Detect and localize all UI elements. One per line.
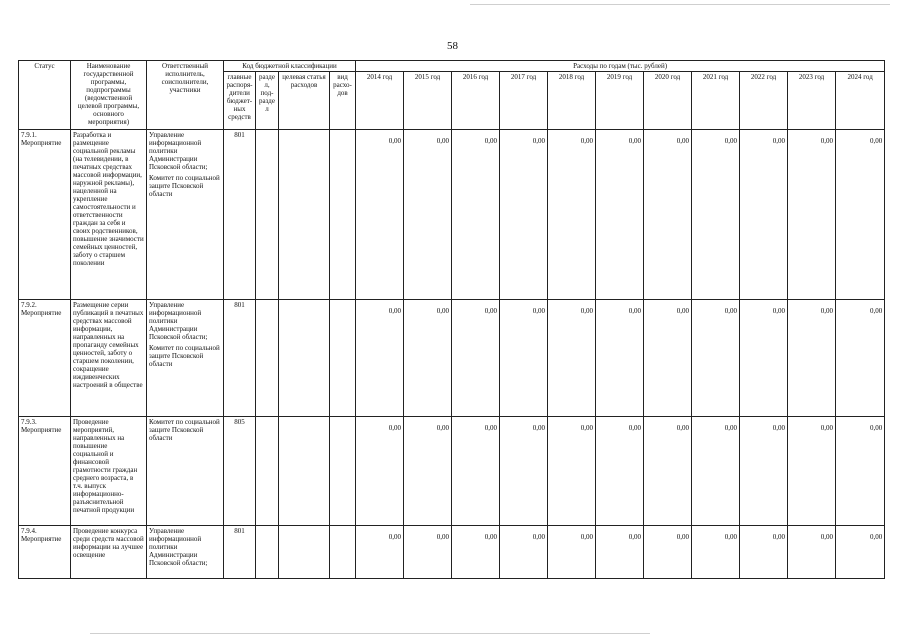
header-year: 2020 год xyxy=(644,72,692,130)
row-executor-line: Управление информационной политики Администрации Псковской области; xyxy=(149,301,208,341)
row-amount: 0,00 xyxy=(692,417,740,526)
row-amount: 0,00 xyxy=(548,417,596,526)
row-name: Проведение конкурса среди средств массовой информации на лучшее освещение xyxy=(71,526,147,579)
row-amount: 0,00 xyxy=(836,300,885,417)
row-amount: 0,00 xyxy=(788,130,836,300)
row-amount: 0,00 xyxy=(596,417,644,526)
header-grbs: главные распоря-дители бюджет-ных средств xyxy=(224,72,256,130)
row-amount: 0,00 xyxy=(548,526,596,579)
header-year: 2016 год xyxy=(452,72,500,130)
row-amount: 0,00 xyxy=(836,417,885,526)
row-amount: 0,00 xyxy=(596,130,644,300)
row-amount: 0,00 xyxy=(452,417,500,526)
row-expense-type xyxy=(330,130,356,300)
row-amount: 0,00 xyxy=(836,130,885,300)
row-amount: 0,00 xyxy=(500,417,548,526)
row-amount: 0,00 xyxy=(644,300,692,417)
row-target-article xyxy=(279,130,330,300)
row-amount: 0,00 xyxy=(404,130,452,300)
header-year: 2023 год xyxy=(788,72,836,130)
row-status: 7.9.4. Мероприятие xyxy=(19,526,71,579)
row-executor-line: Комитет по социальной защите Псковской области xyxy=(149,418,220,442)
header-expenses-group: Расходы по годам (тыс. рублей) xyxy=(356,61,885,72)
row-amount: 0,00 xyxy=(788,417,836,526)
row-executor xyxy=(147,300,224,417)
row-amount: 0,00 xyxy=(548,130,596,300)
row-amount: 0,00 xyxy=(404,417,452,526)
row-amount: 0,00 xyxy=(500,526,548,579)
row-executor-line: Комитет по социальной защите Псковской области xyxy=(149,344,220,368)
header-year: 2015 год xyxy=(404,72,452,130)
row-amount: 0,00 xyxy=(452,130,500,300)
header-expense-type: вид расхо-дов xyxy=(330,72,356,130)
row-amount: 0,00 xyxy=(452,300,500,417)
row-grbs: 801 xyxy=(224,300,256,417)
header-year: 2021 год xyxy=(692,72,740,130)
row-status: 7.9.2. Мероприятие xyxy=(19,300,71,417)
row-amount: 0,00 xyxy=(356,526,404,579)
row-amount: 0,00 xyxy=(692,526,740,579)
row-amount: 0,00 xyxy=(356,417,404,526)
row-expense-type xyxy=(330,300,356,417)
row-amount: 0,00 xyxy=(644,526,692,579)
row-name: Разработка и размещение социальной рекламы (на телевидении, в печатных средствах массовой информации, наружной рекламы), нацеленной на укрепление самостоятельности и ответственности граждан за себя и своих родственников, повышение значимости семейных ценностей, заботу о старшем поколении xyxy=(71,130,147,300)
header-name: Наименование государственной программы, подпрограммы (ведомственной целевой программы, основного мероприятия) xyxy=(71,61,147,130)
row-executor-line: Управление информационной политики Администрации Псковской области; xyxy=(149,527,208,567)
table-row xyxy=(19,300,885,417)
header-row-1 xyxy=(19,61,885,72)
header-target-article: целевая статья расходов xyxy=(279,72,330,130)
scan-artifact-bottom xyxy=(90,633,650,634)
row-target-article xyxy=(279,417,330,526)
row-grbs: 801 xyxy=(224,526,256,579)
row-executor-line: Управление информационной политики Администрации Псковской области; xyxy=(149,131,208,171)
row-amount: 0,00 xyxy=(740,417,788,526)
scan-artifact-top xyxy=(470,4,890,5)
header-status: Статус xyxy=(19,61,71,130)
row-amount: 0,00 xyxy=(740,130,788,300)
row-grbs: 801 xyxy=(224,130,256,300)
table-row xyxy=(19,526,885,579)
row-amount: 0,00 xyxy=(644,130,692,300)
row-expense-type xyxy=(330,526,356,579)
row-name: Размещение серии публикаций в печатных средствах массовой информации, направленных на пропаганду семейных ценностей, заботу о старшем поколении, сокращение иждивенческих настроений в обществе xyxy=(71,300,147,417)
row-amount: 0,00 xyxy=(500,130,548,300)
row-amount: 0,00 xyxy=(788,300,836,417)
row-amount: 0,00 xyxy=(548,300,596,417)
row-razdel xyxy=(256,130,279,300)
table-row xyxy=(19,130,885,300)
header-executor: Ответственный исполнитель, соисполнители, участники xyxy=(147,61,224,130)
header-razdel: раздел, под-раздел xyxy=(256,72,279,130)
row-razdel xyxy=(256,300,279,417)
row-executor xyxy=(147,130,224,300)
row-amount: 0,00 xyxy=(692,130,740,300)
row-amount: 0,00 xyxy=(836,526,885,579)
row-executor-line: Комитет по социальной защите Псковской области xyxy=(149,174,220,198)
header-budget-code-group: Код бюджетной классификации xyxy=(224,61,356,72)
row-amount: 0,00 xyxy=(740,300,788,417)
row-name: Проведение мероприятий, направленных на повышение социальной и финансовой грамотности граждан среднего возраста, в т.ч. выпуск информационно-разъяснительной печатной продукции xyxy=(71,417,147,526)
row-executor xyxy=(147,417,224,526)
row-expense-type xyxy=(330,417,356,526)
row-amount: 0,00 xyxy=(404,526,452,579)
page-number: 58 xyxy=(447,40,458,52)
row-target-article xyxy=(279,526,330,579)
row-amount: 0,00 xyxy=(788,526,836,579)
row-amount: 0,00 xyxy=(404,300,452,417)
row-amount: 0,00 xyxy=(740,526,788,579)
row-amount: 0,00 xyxy=(596,300,644,417)
header-year: 2024 год xyxy=(836,72,885,130)
row-amount: 0,00 xyxy=(452,526,500,579)
row-status: 7.9.3. Мероприятие xyxy=(19,417,71,526)
row-amount: 0,00 xyxy=(596,526,644,579)
header-year: 2018 год xyxy=(548,72,596,130)
header-year: 2014 год xyxy=(356,72,404,130)
header-year: 2019 год xyxy=(596,72,644,130)
row-razdel xyxy=(256,417,279,526)
row-razdel xyxy=(256,526,279,579)
row-grbs: 805 xyxy=(224,417,256,526)
row-amount: 0,00 xyxy=(644,417,692,526)
row-amount: 0,00 xyxy=(356,130,404,300)
row-amount: 0,00 xyxy=(356,300,404,417)
row-amount: 0,00 xyxy=(500,300,548,417)
row-status: 7.9.1. Мероприятие xyxy=(19,130,71,300)
row-executor xyxy=(147,526,224,579)
table-row xyxy=(19,417,885,526)
row-amount: 0,00 xyxy=(692,300,740,417)
program-table xyxy=(18,60,885,579)
row-target-article xyxy=(279,300,330,417)
header-year: 2017 год xyxy=(500,72,548,130)
header-year: 2022 год xyxy=(740,72,788,130)
